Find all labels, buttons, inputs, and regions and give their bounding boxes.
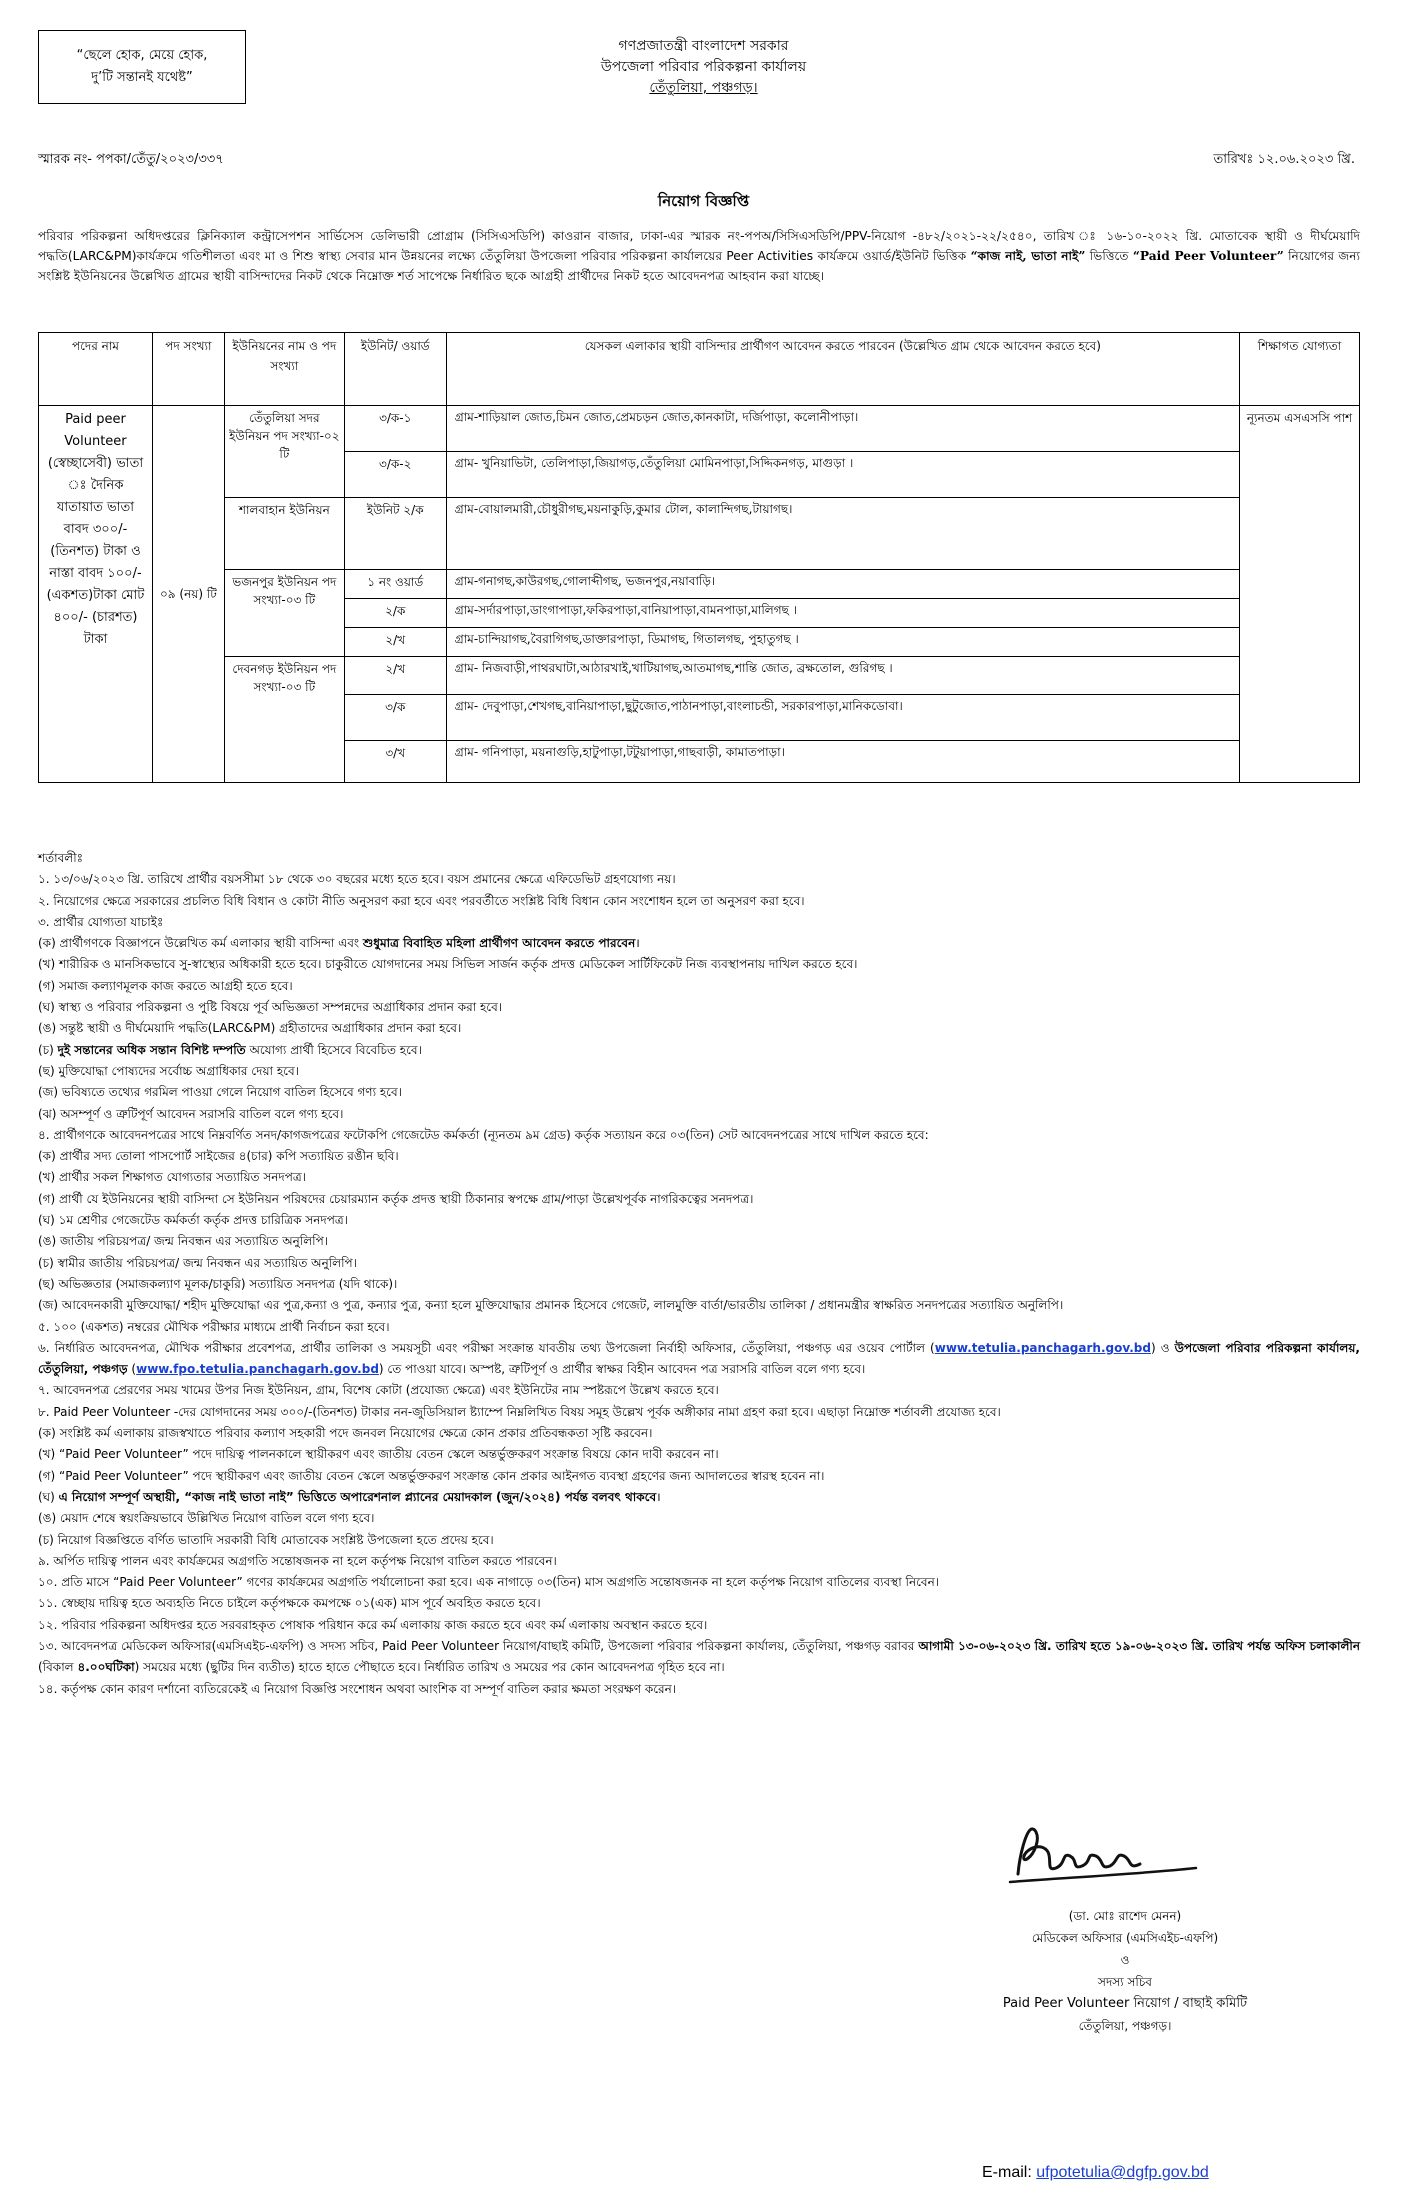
term-3f (38, 1040, 1360, 1061)
qualification-cell: ন্যূনতম এসএসসি পাশ (1240, 406, 1360, 783)
intro-text-3: নিয়োগের জন্য সংশ্লিষ্ট ইউনিয়নের উল্লেখিত গ্রামের স্থায়ী বাসিন্দাদের নিকট থেকে নিম্নোক্ত শর্ত সাপেক্ষে নির্ধারিত ছকে আগ্রহী প্রার্থীদের নিকট হতে আবেদনপত্র আহবান করা যাচ্ছে। (38, 249, 1361, 283)
terms-heading: শর্তাবলীঃ (38, 851, 84, 865)
term-8f: (চ) নিয়োগ বিজ্ঞপ্তিতে বর্ণিত ভাতাদি সরকারী বিধি মোতাবেক সংশ্লিষ্ট উপজেলা হতে প্রদেয় হবে। (38, 1532, 494, 1547)
slogan-line-2: দু’টি সন্তানই যথেষ্ট” (91, 70, 193, 85)
header-qualification: শিক্ষাগত যোগ্যতা (1240, 333, 1360, 406)
terms-section (38, 848, 1360, 1700)
term-3a (38, 933, 1360, 954)
post-name-cell: Paid peer Volunteer (স্বেচ্ছাসেবী) ভাতা ঃ দৈনিক যাতায়াত ভাতা বাবদ ৩০০/- (তিনশত) টাকা ও নাস্তা বাবদ ১০০/- (একশত)টাকা মোট ৪০০/- (চারশত) টাকা (39, 406, 153, 783)
term-3f-pre: (চ) (38, 1042, 58, 1057)
post-count-cell: ০৯ (নয়) টি (152, 406, 224, 783)
villages-cell: গ্রাম-শাড়িয়াল জোত,চিমন জোত,প্রেমচড়ন জোত,কানকাটা, দর্জিপাড়া, কলোনীপাড়া। (446, 406, 1239, 452)
term-3h: (জ) ভবিষ্যতে তথ্যের গরমিল পাওয়া গেলে নিয়োগ বাতিল হিসেবে গণ্য হবে। (38, 1085, 402, 1100)
intro-paragraph (38, 226, 1360, 286)
term-13-mid: (বিকাল (38, 1660, 78, 1675)
term-13-bold-1: আগামী ১৩-০৬-২০২৩ খ্রি. তারিখ হতে ১৯-০৬-২০২৩ খ্রি. তারিখ পর্যন্ত অফিস চলাকালীন (918, 1638, 1360, 1653)
vacancy-table (38, 332, 1360, 783)
villages-cell: গ্রাম- গনিপাড়া, ময়নাগুড়ি,হাটুপাড়া,টটুয়াপাড়া,গাছবাড়ী, কামাতপাড়া। (446, 741, 1239, 783)
union-cell: তেঁতুলিয়া সদর ইউনিয়ন পদ সংখ্যা-০২ টি (224, 406, 344, 498)
term-10: ১০. প্রতি মাসে “Paid Peer Volunteer” গণের কার্যক্রমের অগ্রগতি পর্যালোচনা করা হবে। এক নাগাড়ে ০৩(তিন) মাস অগ্রগতি সন্তোষজনক না হলে কর্তৃপক্ষ নিয়োগ বাতিলের ব্যবস্থা নিবেন। (38, 1575, 940, 1590)
page-title: নিয়োগ বিজ্ঞপ্তি (657, 192, 750, 210)
villages-cell: গ্রাম- নিজবাড়ী,পাথরঘাটা,আঠারখাই,খাটিয়াগছ,আতমাগছ,শান্তি জোত, ব্রক্ষতোল, গুরিগছ । (446, 657, 1239, 695)
signature-image (1000, 1812, 1220, 1898)
term-3c: (গ) সমাজ কল্যাণমূলক কাজ করতে আগ্রহী হতে হবে। (38, 978, 293, 993)
unit-cell: ১ নং ওয়ার্ড (344, 570, 446, 599)
header-line-1: গণপ্রজাতন্ত্রী বাংলাদেশ সরকার (618, 38, 789, 54)
term-3i: (ঝ) অসম্পূর্ণ ও ত্রুটিপূর্ণ আবেদন সরাসরি বাতিল বলে গণ্য হবে। (38, 1106, 344, 1121)
web-portal-link[interactable]: www.tetulia.panchagarh.gov.bd (934, 1340, 1151, 1355)
unit-cell: ৩/ক (344, 695, 446, 741)
term-4b: (খ) প্রার্থীর সকল শিক্ষাগত যোগ্যতার সত্যায়িত সনদপত্র। (38, 1170, 306, 1185)
term-3a-post: । (635, 936, 640, 951)
term-4a: (ক) প্রার্থীর সদ্য তোলা পাসপোর্ট সাইজের ৪(চার) কপি সত্যায়িত রঙীন ছবি। (38, 1149, 399, 1164)
table-header-row (39, 333, 1360, 406)
unit-cell: ২/খ (344, 657, 446, 695)
villages-cell: গ্রাম-বোয়ালমারী,চৌধুরীগছ,ময়নাকুড়ি,কুমার টোল, কালান্দিগছ,টায়াগছ। (446, 498, 1239, 570)
table-row (39, 657, 1360, 695)
table-row (39, 570, 1360, 599)
header-line-3: তেঁতুলিয়া, পঞ্চগড়। (649, 80, 758, 96)
term-4: ৪. প্রার্থীগণকে আবেদনপত্রের সাথে নিম্নবর্ণিত সনদ/কাগজপত্রের ফটোকপি গেজেটেড কর্মকর্তা (ন্যূনতম ৯ম গ্রেড) কর্তৃক সত্যায়ন করে ০৩(তিন) সেট আবেদনপত্রের সাথে দাখিল করতে হবে: (38, 1127, 929, 1142)
signatory-role: সদস্য সচিব (1098, 1975, 1152, 1989)
term-2: ২. নিয়োগের ক্ষেত্রে সরকারের প্রচলিত বিধি বিধান ও কোটা নীতি অনুসরণ করা হবে এবং পরবর্তীতে সংশ্লিষ্ট বিধি বিধান কোন সংশোধন হলে তা অনুসরণ করা হবে। (38, 893, 805, 908)
term-8b: (খ) “Paid Peer Volunteer” পদে দায়িত্ব পালনকালে স্থায়ীকরণ এবং জাতীয় বেতন স্কেলে অন্তর্ভুক্তকরণ সংক্রান্ত বিষয়ে কোন দাবী করবেন না। (38, 1447, 719, 1462)
villages-cell: গ্রাম- খুনিয়াভিটা, তেলিপাড়া,জিয়াগড়,তেঁতুলিয়া মোমিনপাড়া,সিদ্দিকনগড়, মাগুড়া । (446, 452, 1239, 498)
term-9: ৯. অর্পিত দায়িত্ব পালন এবং কার্যক্রমের অগ্রগতি সন্তোষজনক না হলে কর্তৃপক্ষ নিয়োগ বাতিল করতে পারবেন। (38, 1553, 557, 1568)
term-4f: (চ) স্বামীর জাতীয় পরিচয়পত্র/ জন্ম নিবন্ধন এর সত্যায়িত অনুলিপি। (38, 1255, 357, 1270)
term-3f-post: অযোগ্য প্রার্থী হিসেবে বিবেচিত হবে। (245, 1042, 422, 1057)
union-cell: ভজনপুর ইউনিয়ন পদ সংখ্যা-০৩ টি (224, 570, 344, 657)
header-unit: ইউনিট/ ওয়ার্ড (344, 333, 446, 406)
term-6-mid1: ) ও (1150, 1340, 1175, 1355)
union-cell: দেবনগড় ইউনিয়ন পদ সংখ্যা-০৩ টি (224, 657, 344, 783)
header-line-2: উপজেলা পরিবার পরিকল্পনা কার্যালয় (600, 59, 807, 75)
term-13 (38, 1636, 1360, 1679)
union-cell: শালবাহান ইউনিয়ন (224, 498, 344, 570)
term-14: ১৪. কর্তৃপক্ষ কোন কারণ দর্শানো ব্যতিরেকেই এ নিয়োগ বিজ্ঞপ্তি সংশোধন অথবা আংশিক বা সম্পূর্ণ বাতিল করার ক্ষমতা সংরক্ষণ করেন। (38, 1681, 677, 1696)
unit-cell: ২/খ (344, 628, 446, 657)
signature-block (960, 1905, 1290, 2037)
term-8e: (ঙ) মেয়াদ শেষে স্বয়ংক্রিয়ভাবে উল্লিখিত নিয়োগ বাতিল বলে গণ্য হবে। (38, 1511, 375, 1526)
term-11: ১১. স্বেচ্ছায় দায়িত্ব হতে অব্যহতি নিতে চাইলে কর্তৃপক্ষকে কমপক্ষে ০১(এক) মাস পূর্বে অবহিত করতে হবে। (38, 1596, 541, 1611)
signatory-place: তেঁতুলিয়া, পঞ্চগড়। (1078, 2019, 1172, 2033)
unit-cell: ইউনিট ২/ক (344, 498, 446, 570)
term-8c: (গ) “Paid Peer Volunteer” পদে স্থায়ীকরণ এবং জাতীয় বেতন স্কেলে অন্তর্ভুক্তকরণ সংক্রান্ত কোন প্রকার আইনগত ব্যবস্থা গ্রহণের জন্য আদালতের স্বারস্থ হবেন না। (38, 1468, 825, 1483)
header-count: পদ সংখ্যা (152, 333, 224, 406)
term-4g: (ছ) অভিজ্ঞতার (সমাজকল্যাণ মূলক/চাকুরি) সত্যায়িত সনদপত্র (যদি থাকে)। (38, 1276, 398, 1291)
term-6-pre: ৬. নির্ধারিত আবেদনপত্র, মৌখিক পরীক্ষার প্রবেশপত্র, প্রার্থীর তালিকা ও সময়সূচী এবং পরীক্ষা সংক্রান্ত যাবতীয় তথ্য উপজেলা নির্বাহী অফিসার, তেঁতুলিয়া, পঞ্চগড় এর ওয়েব পোর্টাল (38, 1340, 925, 1355)
term-3a-bold: শুধুমাত্র বিবাহিত মহিলা প্রার্থীগণ আবেদন করতে পারবেন (362, 936, 636, 951)
term-1: ১. ১৩/০৬/২০২৩ খ্রি. তারিখে প্রার্থীর বয়সসীমা ১৮ থেকে ৩০ বছরের মধ্যে হতে হবে। বয়স প্রমানের ক্ষেত্রে এফিডেভিট গ্রহণযোগ্য নয়। (38, 872, 676, 887)
unit-cell: ৩/ক-১ (344, 406, 446, 452)
notice-date: তারিখঃ ১২.০৬.২০২৩ খ্রি. (1213, 152, 1355, 167)
villages-cell: গ্রাম- দেবুপাড়া,শেখগছ,বানিয়াপাড়া,ছুটুজোত,পাঠানপাড়া,বাংলাচন্ডী, সরকারপাড়া,মানিকডোবা। (446, 695, 1239, 741)
term-6-post: ) তে পাওয়া যাবে। অস্পষ্ট, ত্রুটিপূর্ণ ও প্রার্থীর স্বাক্ষর বিহীন আবেদন পত্র সরাসরি বাতিল বলে গণ্য হবে। (378, 1362, 866, 1377)
term-3f-bold: দুই সন্তানের অধিক সন্তান বিশিষ্ট দম্পতি (57, 1042, 246, 1057)
term-4d: (ঘ) ১ম শ্রেণীর গেজেটেড কর্মকর্তা কর্তৃক প্রদত্ত চারিত্রিক সনদপত্র। (38, 1213, 348, 1228)
villages-cell: গ্রাম-গনাগছ,কাউরগছ,গোলাব্দীগছ, ভজনপুর,নয়াবাড়ি। (446, 570, 1239, 599)
intro-bold-1: “কাজ নাই, ভাতা নাই” (970, 249, 1086, 263)
header-union: ইউনিয়নের নাম ও পদ সংখ্যা (224, 333, 344, 406)
term-8d-pre: (ঘ) (38, 1489, 59, 1504)
memo-number: স্মারক নং- পপকা/তেঁতু/২০২৩/৩৩৭ (38, 152, 224, 167)
term-4h: (জ) আবেদনকারী মুক্তিযোদ্ধা/ শহীদ মুক্তিযোদ্ধা এর পুত্র,কন্যা ও পুত্র, কন্যার পুত্র, কন্যা হলে মুক্তিযোদ্ধার প্রমানক হিসেবে গেজেট, লালমুক্তি বার্তা/ভারতীয় তালিকা / প্রধানমন্ত্রীর স্বাক্ষরিত সনদপত্রের সত্যায়িত অনুলিপি। (38, 1298, 1064, 1313)
term-6: ৬. নির্ধারিত আবেদনপত্র, মৌখিক পরীক্ষার প্রবেশপত্র, প্রার্থীর তালিকা ও সময়সূচী এবং পরীক্ষা সংক্রান্ত যাবতীয় তথ্য উপজেলা নির্বাহী অফিসার, তেঁতুলিয়া, পঞ্চগড় এর ওয়েব পোর্টাল (www.tetulia.panchagarh.gov.bd) ও উপজেলা পরিবার পরিকল্পনা কার্যালয়, তেঁতুলিয়া, পঞ্চগড় (www.fpo.tetulia.panchagarh.gov.bd) তে পাওয়া যাবে। অস্পষ্ট, ত্রুটিপূর্ণ ও প্রার্থীর স্বাক্ষর বিহীন আবেদন পত্র সরাসরি বাতিল বলে গণ্য হবে। (38, 1340, 1360, 1377)
table-row (39, 498, 1360, 570)
term-13-post: ) সময়ের মধ্যে (ছুটির দিন ব্যতীত) হাতে হাতে পৌছাতে হবে। নির্ধারিত তারিখ ও সময়ের পর কোন আবেদনপত্র গৃহিত হবে না। (134, 1660, 725, 1675)
term-4c: (গ) প্রার্থী যে ইউনিয়নের স্থায়ী বাসিন্দা সে ইউনিয়ন পরিষদের চেয়ারম্যান কর্তৃক প্রদত্ত স্থায়ী ঠিকানার স্বপক্ষে গ্রাম/পাড়া উল্লেখপূর্বক নাগরিকত্বের সনদপত্র। (38, 1191, 754, 1206)
term-3b: (খ) শারীরিক ও মানসিকভাবে সু-স্বাস্থ্যের অধিকারী হতে হবে। চাকুরীতে যোগদানের সময় সিভিল সার্জন কর্তৃক প্রদত্ত মেডিকেল সার্টিফিকেট নিজ ব্যবস্থাপনায় দাখিল করতে হবে। (38, 957, 858, 972)
unit-cell: ৩/খ (344, 741, 446, 783)
term-3d: (ঘ) স্বাস্থ্য ও পরিবার পরিকল্পনা ও পুষ্টি বিষয়ে পূর্ব অভিজ্ঞতা সম্পন্নদের অগ্রাধিকার প্রদান করা হবে। (38, 1000, 503, 1015)
term-3a-pre: (ক) প্রার্থীগণকে বিজ্ঞাপনে উল্লেখিত কর্ম এলাকার স্থায়ী বাসিন্দা এবং (38, 936, 363, 951)
villages-cell: গ্রাম-চান্দিয়াগছ,বৈরাগিগছ,ডাক্তারপাড়া, ডিমাগছ, গিতালগছ, পুহাতুগছ । (446, 628, 1239, 657)
term-3e: (ঙ) সন্তুষ্ট স্থায়ী ও দীর্ঘমেয়াদি পদ্ধতি(LARC&PM) গ্রহীতাদের অগ্রাধিকার প্রদান করা হবে। (38, 1021, 462, 1036)
villages-cell: গ্রাম-সর্দারপাড়া,ডাংগাপাড়া,ফকিরপাড়া,বানিয়াপাড়া,বামনপাড়া,মালিগছ । (446, 599, 1239, 628)
email-link[interactable]: ufpotetulia@dgfp.gov.bd (1036, 2164, 1209, 2181)
term-5: ৫. ১০০ (একশত) নম্বরের মৌখিক পরীক্ষার মাধ্যমে প্রার্থী নির্বাচন করা হবে। (38, 1319, 390, 1334)
intro-text-2: ভিত্তিতে (1089, 249, 1129, 263)
unit-cell: ৩/ক-২ (344, 452, 446, 498)
signatory-and: ও (1120, 1953, 1130, 1967)
term-13-bold-2: ৪.০০ঘটিকা (77, 1660, 135, 1675)
term-8d-post: । (656, 1489, 661, 1504)
email-line (982, 2164, 1209, 2182)
signatory-designation: মেডিকেল অফিসার (এমসিএইচ-এফপি) (1031, 1931, 1219, 1945)
slogan-line-1: “ছেলে হোক, মেয়ে হোক, (76, 48, 208, 63)
header-post: পদের নাম (39, 333, 153, 406)
term-6-bold: উপজেলা পরিবার পরিকল্পনা কার্যালয়, তেঁতুলিয়া, পঞ্চগড় (38, 1340, 1360, 1377)
unit-cell: ২/ক (344, 599, 446, 628)
term-4e: (ঙ) জাতীয় পরিচয়পত্র/ জন্ম নিবন্ধন এর সত্যায়িত অনুলিপি। (38, 1234, 329, 1249)
signatory-committee: Paid Peer Volunteer নিয়োগ / বাছাই কমিটি (1002, 1996, 1248, 2011)
term-13-pre: ১৩. আবেদনপত্র মেডিকেল অফিসার(এমসিএইচ-এফপি) ও সদস্য সচিব, Paid Peer Volunteer নিয়োগ/বাছাই কমিটি, উপজেলা পরিবার পরিকল্পনা কার্যালয়, তেঁতুলিয়া, পঞ্চগড় বরাবর (38, 1638, 919, 1653)
office-header (0, 36, 1407, 99)
term-3g: (ছ) মুক্তিযোদ্ধা পোষ্যদের সর্বোচ্চ অগ্রাধিকার দেয়া হবে। (38, 1063, 299, 1078)
term-7: ৭. আবেদনপত্র প্রেরণের সময় খামের উপর নিজ ইউনিয়ন, গ্রাম, বিশেষ কোটা (প্রযোজ্য ক্ষেত্রে) এবং ইউনিটের নাম স্পষ্টরূপে উল্লেখ করতে হবে। (38, 1383, 719, 1398)
term-3: ৩. প্রার্থীর যোগ্যতা যাচাইঃ (38, 914, 164, 929)
term-6-mid2: ( (127, 1362, 137, 1377)
header-villages: যেসকল এলাকার স্থায়ী বাসিন্দার প্রার্থীগণ আবেদন করতে পারবেন (উল্লেখিত গ্রাম থেকে আবেদন করতে হবে) (446, 333, 1239, 406)
signatory-name: (ডা. মোঃ রাশেদ মেনন) (1068, 1909, 1182, 1923)
term-8d (38, 1487, 1360, 1508)
email-label: E-mail: (982, 2164, 1032, 2181)
term-8: ৮. Paid Peer Volunteer -দের যোগদানের সময় ৩০০/-(তিনশত) টাকার নন-জুডিসিয়াল ষ্ট্যাম্পে নিম্নলিখিত বিষয় সমূহ উল্লেখ পূর্বক অঙ্গীকার নামা গ্রহণ করা হবে। এছাড়া নিম্নোক্ত শর্তাবলী প্রযোজ্য হবে। (38, 1404, 1001, 1419)
intro-text-1: পরিবার পরিকল্পনা অধিদপ্তরের ক্লিনিক্যাল কন্ট্রাসেপশন সার্ভিসেস ডেলিভারী প্রোগ্রাম (সিসিএসডিপি) কাওরান বাজার, ঢাকা-এর স্মারক নং-পপঅ/সিসিএসডিপি/PPV-নিয়োগ -৪৮২/২০২১-২২/২৫৪০, তারিখ ঃ ১৬-১০-২০২২ খ্রি. মোতাবেক স্থায়ী ও দীর্ঘমেয়াদি পদ্ধতি(LARC&PM)কার্যক্রমে গতিশীলতা এবং মা ও শিশু স্বাস্থ্য সেবার মান উন্নয়নের লক্ষ্যে তেঁতুলিয়া উপজেলা পরিবার পরিকল্পনা কার্যালয়ের Peer Activities কার্যক্রমে ওয়ার্ড/ইউনিট ভিত্তিক (38, 229, 1360, 263)
fpo-portal-link[interactable]: www.fpo.tetulia.panchagarh.gov.bd (136, 1362, 379, 1377)
intro-bold-2: “Paid Peer Volunteer” (1132, 249, 1284, 263)
term-8d-bold: এ নিয়োগ সম্পূর্ণ অস্থায়ী, “কাজ নাই ভাতা নাই” ভিত্তিতে অপারেশনাল প্ল্যানের মেয়াদকাল (জুন/২০২৪) পর্যন্ত বলবৎ থাকবে (58, 1489, 657, 1504)
term-12: ১২. পরিবার পরিকল্পনা অধিদপ্তর হতে সরবরাহকৃত পোষাক পরিধান করে কর্ম এলাকায় কাজ করতে হবে এবং কর্ম এলাকায় অবস্থান করতে হবে। (38, 1617, 708, 1632)
term-8a: (ক) সংশ্লিষ্ট কর্ম এলাকায় রাজস্বখাতে পরিবার কল্যাণ সহকারী পদে জনবল নিয়োগের ক্ষেত্রে কোন প্রকার প্রতিবন্ধকতা সৃষ্টি করবেন। (38, 1426, 653, 1441)
table-row (39, 406, 1360, 452)
